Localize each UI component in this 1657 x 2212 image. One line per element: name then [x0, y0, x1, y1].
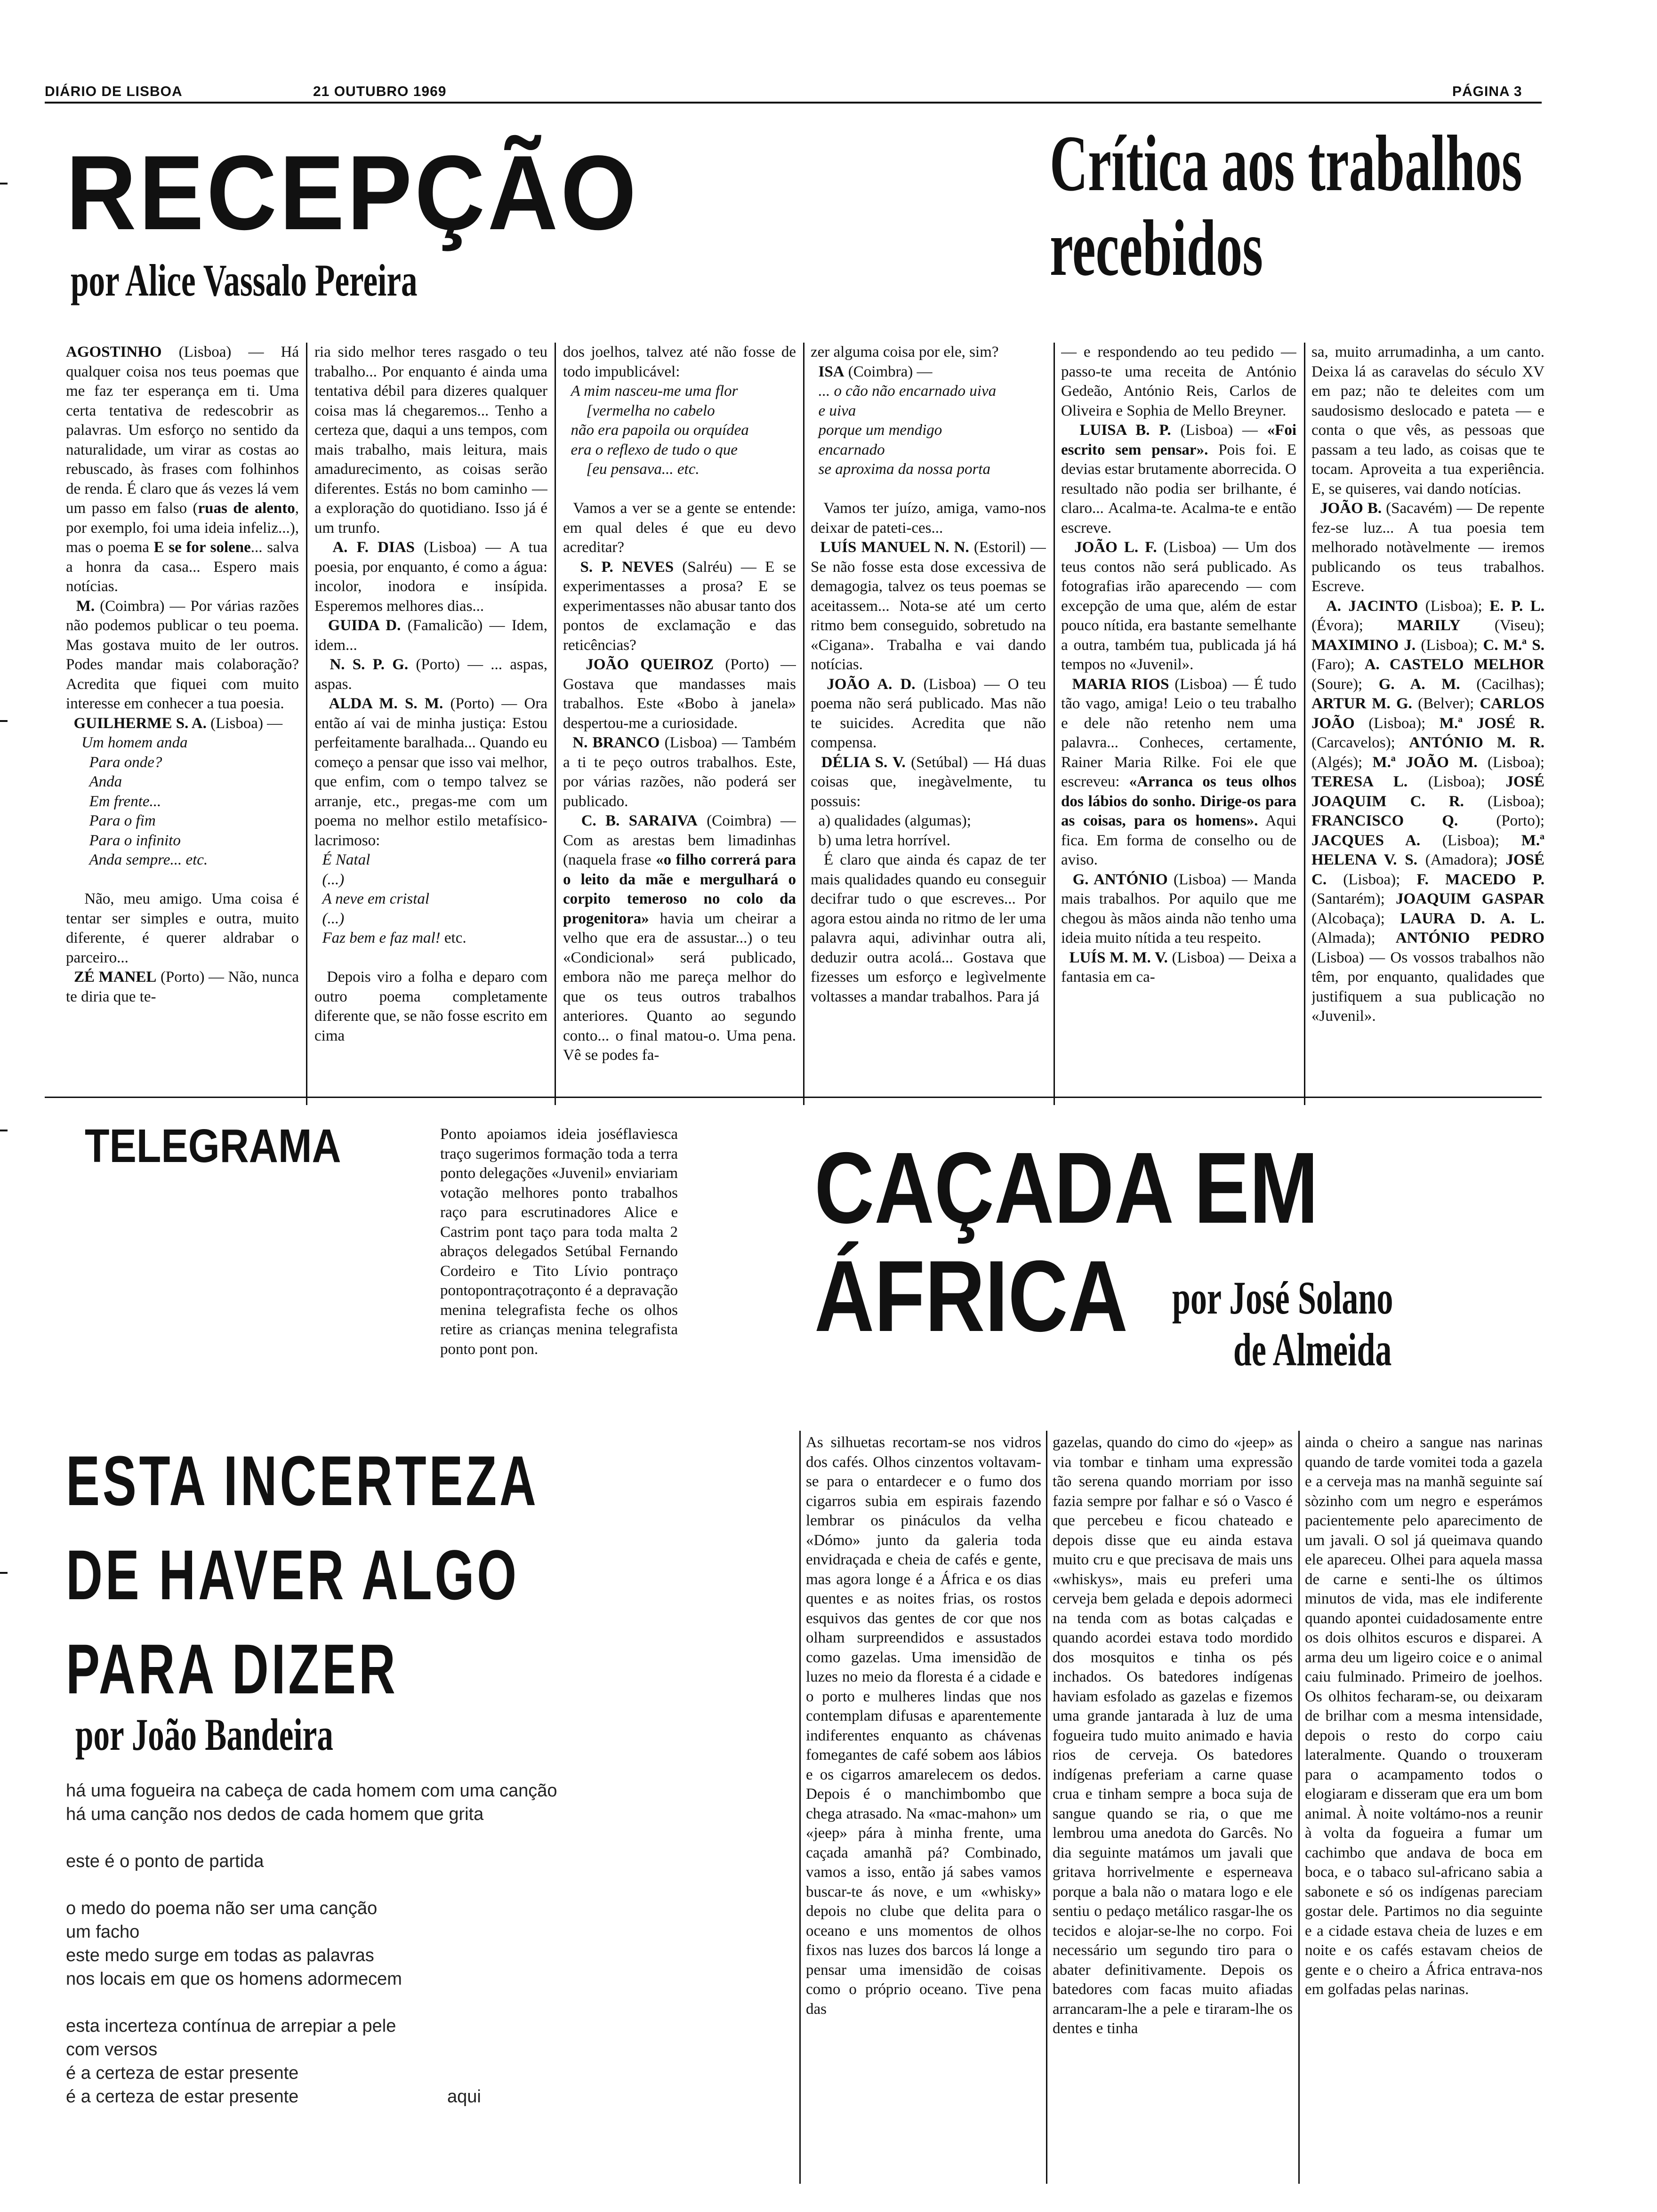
margin-mark — [0, 720, 8, 722]
poem-line: é a certeza de estar presente — [66, 2063, 299, 2083]
header-date: 21 OUTUBRO 1969 — [313, 84, 447, 99]
incerteza-poem — [66, 1779, 725, 2108]
poem-line-text: é a certeza de estar presente — [66, 2087, 299, 2107]
cacada-title-1: CAÇADA EM — [814, 1131, 1319, 1244]
column-divider — [1054, 343, 1055, 1105]
cacada-column-3: ainda o cheiro a sangue nas narinas quando de tarde vomitei toda a gazela e a cerveja mas na manhã seguinte saí sòzinho com um negro e esperámos pacientemente pelo aparecimento de um javali. O sol já queimava quando ele apareceu. Olhei para aquela massa de carne e senti-lhe os últimos minutos de vida, mas ele indiferente quando apontei cuidadosamente entre os dois olhitos escuros e disparei. A arma deu um ligeiro coice e o animal caiu fulminado. Primeiro de joelhos. Os olhitos fecharam-se, ou deixaram de brilhar com a mesma intensidade, depois o resto do corpo caiu lateralmente. Quando o trouxeram para o acampamento todos o elogiaram e disseram que era um bom animal. À noite voltámo-nos a reunir à volta da fogueira a fumar um cachimbo que andava de boca em boca, e o tabaco sul-africano sabia a sabonete e só os indígenas pareciam gostar dele. Partimos no dia seguinte e a cidade estava cheia de luzes e em noite e os cafés estavam cheios de gente e o cheiro a África entrava-nos em golfadas pelas narinas. — [1305, 1434, 1543, 1998]
poem-line: com versos — [66, 2040, 158, 2060]
column-divider — [803, 343, 804, 1105]
column-5: — e respondendo ao teu pedido — passo-te uma receita de António Gedeão, António Reis, Carlos de Oliveira e Sophia de Mello Breyner. LUISA B. P. (Lisboa) — «Foi escrito sem pensar». Pois foi. E devias estar brutamente aborrecida. O resultado não podia ser brilhante, é claro... Acalma-te. Acalma-te e então escreve. JOÃO L. F. (Lisboa) — Um dos teus contos não será publicado. As fotografias irão aparecendo — com excepção de uma que, além de estar pouco nítida, era bastante semelhante a outra, também tua, publicada já há tempos no «Juvenil». MARIA RIOS (Lisboa) — É tudo tão vago, amiga! Leio o teu trabalho e dele não retenho nem uma palavra... Conheces, certamente, Rainer Maria Rilke. Foi ele que escreveu: «Arranca os teus olhos dos lábios do sonho. Dirige-os para as coisas, para os homens». Aqui fica. Em forma de conselho ou de aviso. G. ANTÓNIO (Lisboa) — Manda mais trabalhos. Por aquilo que me chegou às mãos ainda não tenho uma ideia muito nítida a teu respeito. LUÍS M. M. V. (Lisboa) — Deixa a fantasia em ca- — [1061, 344, 1296, 986]
column-2: ria sido melhor teres rasgado o teu trabalho... Por enquanto é ainda uma tentativa débil para dizeres qualquer coisa mas lá chegaremos... Tenho a certeza que, daqui a uns tempos, com mais trabalho, mais leitura, mais amadurecimento, as coisas serão diferentes. Estás no bom caminho — a exploração do quotidiano. Isso já é um trunfo. A. F. DIAS (Lisboa) — A tua poesia, por enquanto, é como a água: incolor, inodora e insípida. Esperemos melhores dias... GUIDA D. (Famalicão) — Idem, idem... N. S. P. G. (Porto) — ... aspas, aspas. ALDA M. S. M. (Porto) — Ora então aí vai de minha justiça: Estou perfeitamente baralhada... Quando eu começo a pensar que isso vai melhor, que enfim, com o tempo talvez se arranje, etc., pregas-me com um poema no melhor estilo metafísico-lacrimoso: É Natal (...) A neve em cristal (...) Faz bem e faz mal! etc. Depois viro a folha e deparo com outro poema completamente diferente que, se não fosse escrito em cima — [314, 344, 547, 1044]
margin-mark — [0, 1572, 8, 1574]
header-page: PÁGINA 3 — [1452, 84, 1522, 99]
poem-line: o medo do poema não ser uma canção — [66, 1899, 378, 1918]
poem-line — [66, 1826, 725, 1850]
cacada-title-2: ÁFRICA — [814, 1239, 1128, 1353]
poem-line: há uma fogueira na cabeça de cada homem com uma canção — [66, 1781, 557, 1801]
section-rule — [45, 1097, 1542, 1098]
margin-mark — [0, 1130, 8, 1131]
poem-line — [66, 1873, 725, 1897]
poem-line — [66, 2085, 725, 2108]
poem-line: este é o ponto de partida — [66, 1851, 264, 1871]
recepcao-byline: por Alice Vassalo Pereira — [71, 255, 418, 305]
cacada-divider — [1046, 1431, 1047, 2184]
critica-title-2: recebidos — [1050, 204, 1263, 292]
column-4: zer alguma coisa por ele, sim? ISA (Coimbra) — ... o cão não encarnado uiva e uiva porque um mendigo encarnado se aproxima da nossa porta Vamos ter juízo, amiga, vamo-nos deixar de pateti-ces... LUÍS MANUEL N. N. (Estoril) — Se não fosse esta dose excessiva de demagogia, talvez os teus poemas se aceitassem... Nota-se até um certo ritmo bem conseguido, sobretudo na «Cigana». Trabalha e vai dando notícias. JOÃO A. D. (Lisboa) — O teu poema não será publicado. Mas não te suicides. Acredita que não compensa. DÉLIA S. V. (Setúbal) — Há duas coisas que, inegàvelmente, tu possuis: a) qualidades (algumas); b) uma letra horrível. É claro que ainda és capaz de ter mais qualidades quando eu conseguir decifrar tudo o que escreves... Por agora estou ainda no ritmo de ler uma palavra aqui, adivinhar outra ali, deduzir outra acolá... Gostava que fizesses um esforço e legìvelmente voltasses a mandar trabalhos. Para já — [811, 344, 1046, 1005]
poem-line: há uma canção nos dedos de cada homem que grita — [66, 1804, 484, 1824]
column-divider — [306, 343, 307, 1105]
incerteza-byline: por João Bandeira — [75, 1709, 333, 1760]
cacada-divider — [1298, 1431, 1300, 2184]
cacada-byline-2: de Almeida — [1233, 1323, 1392, 1376]
header-rule — [45, 102, 1542, 104]
critica-title-1: Crítica aos trabalhos — [1050, 119, 1522, 208]
header-paper: DIÁRIO DE LISBOA — [45, 84, 183, 99]
telegrama-title: TELEGRAMA — [85, 1120, 341, 1172]
incerteza-title-2: DE HAVER ALGO — [66, 1535, 519, 1614]
poem-line: esta incerteza contínua de arrepiar a pele — [66, 2016, 396, 2036]
column-6: sa, muito arrumadinha, a um canto. Deixa lá as caravelas do século XV em paz; não te deleites com um saudosismo deslocado e patetа — e conta o que vês, as pessoas que passam a teu lado, as coisas que te tocam. Aproveita a tua experiência. E, se quiseres, vai dando notícias. JOÃO B. (Sacavém) — De repente fez-se luz... A tua poesia tem melhorado notàvelmente — iremos publicando os teus trabalhos. Escreve. A. JACINTO (Lisboa); E. P. L. (Évora); MARILY (Viseu); MAXIMINO J. (Lisboa); C. M.ª S. (Faro); A. CASTELO MELHOR (Soure); G. A. M. (Cacilhas); ARTUR M. G. (Belver); CARLOS JOÃO (Lisboa); M.ª JOSÉ R. (Carcavelos); ANTÓNIO M. R. (Algés); M.ª JOÃO M. (Lisboa); TERESA L. (Lisboa); JOSÉ JOAQUIM C. R. (Lisboa); FRANCISCO Q. (Porto); JACQUES A. (Lisboa); M.ª HELENA V. S. (Amadora); JOSÉ C. (Lisboa); F. MACEDO P. (Santarém); JOAQUIM GASPAR (Alcobaça); LAURA D. A. L. (Almada); ANTÓNIO PEDRO (Lisboa) — Os vossos trabalhos não têm, por enquanto, qualidades que justifiquem a sua publicação no «Juvenil». — [1311, 344, 1544, 1025]
telegrama-text: Ponto apoiamos ideia joséflaviesca traço sugerimos formação toda a terra ponto delegações «Juvenil» enviariam votação melhores ponto trabalhos raço para escrutinadores Alice e Castrim pont taço para toda malta 2 abraços delegados Setúbal Fernando Cordeiro e Tito Lívio pontraço pontopontraçotraçonto é a depravação menina telegrafista feche os olhos retire as crianças menina telegrafista ponto pont pon. — [440, 1126, 678, 1358]
poem-line — [66, 1991, 725, 2014]
incerteza-title-3: PARA DIZER — [66, 1629, 398, 1708]
cacada-divider — [799, 1431, 801, 2184]
margin-mark — [0, 183, 8, 184]
cacada-column-1: As silhuetas recortam-se nos vidros dos cafés. Olhos cinzentos voltavam-se para o entardecer e o fumo dos cigarros subia em espirais fazendo lembrar os pináculos da velha «Dómo» junto da galeria toda envidraçada e cheia de cafés e gente, mas agora longe é a África e os dias quentes e as noites frias, os rostos esquivos das gentes de cor que nos olham surpreendidos e assustados como gazelas. Uma imensidão de luzes no meio da floresta é a cidade e o porto e mulheres lindas que nos contemplam difusas e aparentemente indiferentes enquanto as chávenas fomegantes de café sobem aos lábios e os cigarros amarelecem os dedos. Depois é o manchimbombo que chega atrasado. Na «mac-mahon» um «jeep» pára à minha frente, uma caçada amanhã pá? Combinado, vamos a isso, então já sabes vamos buscar-te ás nove, e um «whisky» depois no clube que delita para o oceano e uns momentos de olhos fixos nas luzes dos barcos lá longe a pensar uma imensidão de coisas como o próprio oceano. Tive pena das — [806, 1434, 1041, 2018]
column-divider — [1304, 343, 1305, 1105]
poem-line: um facho — [66, 1922, 140, 1942]
cacada-byline-1: por José Solano — [1172, 1272, 1393, 1324]
poem-last-word: aqui — [447, 2087, 481, 2107]
poem-line: nos locais em que os homens adormecem — [66, 1969, 402, 1989]
cacada-column-2: gazelas, quando do cimo do «jeep» as via tombar e tinham uma expressão tão serena quando morriam por isso fazia sempre por falhar e só o Vasco é que percebeu e ficou chateado e depois disse que eu ainda estava muito cru e que precisava de mais uns «whiskys», mais eu preferi uma cerveja bem gelada e depois adormeci na tenda com as botas calçadas e quando acordei estava todo mordido dos mosquitos e tinha os pés inchados. Os batedores indígenas haviam esfolado as gazelas e fizemos uma grande jantarada à luz de uma fogueira tudo muito animado e havia rios de cerveja. Os batedores indígenas preferiam a carne quase crua e tinham sempre a boca suja de sangue quando se ria, o que me lembrou uma anedota do Garcês. No dia seguinte matámos um javali que gritava horrivelmente e esperneava porque a bala não o matara logo e ele sentiu o pedaço metálico rasgar-lhe os tecidos e alojar-se-lhe no corpo. Foi necessário um segundo tiro para o abater definitivamente. Depois os batedores com facas muito afiadas arrancaram-lhe a pele e tiraram-lhe os dentes e tinha — [1053, 1434, 1293, 2037]
column-3: dos joelhos, talvez até não fosse de todo impublicável: A mim nasceu-me uma flor [vermelha no cabelo não era papoila ou orquídea era o reflexo de tudo o que [eu pensava... etc. Vamos a ver se a gente se entende: em qual deles é que eu devo acreditar? S. P. NEVES (Salréu) — E se experimentasses a prosa? E se experimentasses não abusar tanto dos pontos de exclamação e das reticências? JOÃO QUEIROZ (Porto) — Gostava que mandasses mais trabalhos. Este «Bobo à janela» despertou-me a curiosidade. N. BRANCO (Lisboa) — Também a ti te peço outros trabalhos. Este, por várias razões, não poderá ser publicado. C. B. SARAIVA (Coimbra) — Com as arestas bem limadinhas (naquela frase «o filho correrá para o leito da mãe e mergulhará o corpito temeroso no colo da progenitora» havia um cheirar a velho que era de assustar...) o teu «Condicional» será publicado, embora não me pareça melhor do que os teus outros trabalhos anteriores. Quanto ao segundo conto... o final matou-o. Uma pena. Vê se podes fa- — [563, 344, 796, 1064]
poem-line: este medo surge em todas as palavras — [66, 1946, 374, 1965]
column-divider — [555, 343, 556, 1105]
column-1: AGOSTINHO (Lisboa) — Há qualquer coisa nos teus poemas que me faz ter esperança em ti. Uma certa tentativa de redescobrir as palavras. Um esforço no sentido da naturalidade, um virar as costas ao rebuscado, às frases com folhinhos de renda. É claro que ás vezes lá vem um passo em falso (ruas de alento, por exemplo, foi uma ideia infeliz...), mas o poema E se for solene... salva a honra da casa... Espero mais notícias. M. (Coimbra) — Por várias razões não podemos publicar o teu poema. Mas gostava muito de ler outros. Podes mandar mais colaboração? Acredita que fiquei com muito interesse em conhecer a tua poesia. GUILHERME S. A. (Lisboa) — Um homem anda Para onde? Anda Em frente... Para o fim Para o infinito Anda sempre... etc. Não, meu amigo. Uma coisa é tentar ser simples e outra, muito diferente, é querer aldrabar o parceiro... ZÉ MANEL (Porto) — Não, nunca te diria que te- — [66, 344, 299, 1005]
incerteza-title-1: ESTA INCERTEZA — [66, 1441, 539, 1520]
recepcao-title: RECEPÇÃO — [66, 133, 639, 252]
